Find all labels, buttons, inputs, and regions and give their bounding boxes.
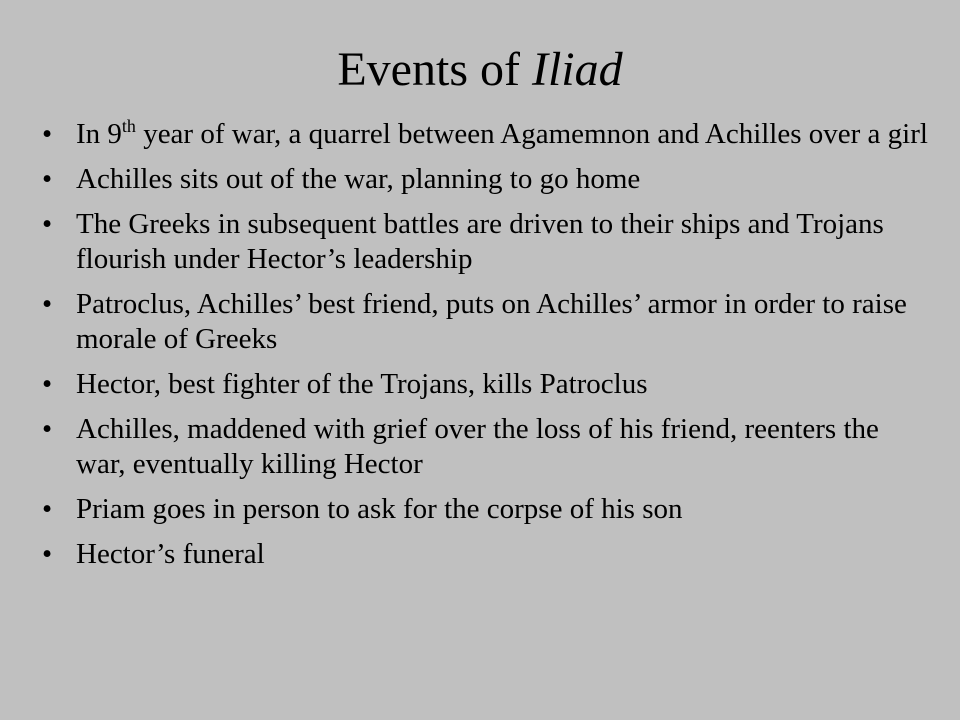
bullet-item <box>42 117 932 152</box>
bullet-item <box>42 537 932 572</box>
bullet-icon: • <box>42 118 53 150</box>
bullet-text-before: In 9 <box>76 118 122 150</box>
bullet-item <box>42 162 932 197</box>
bullet-icon: • <box>42 493 53 525</box>
bullet-icon: • <box>42 208 53 240</box>
bullet-icon: • <box>42 288 53 320</box>
bullet-text: The Greeks in subsequent battles are driven to their ships and Trojans flourish under Hector’s leadership <box>76 208 884 275</box>
bullet-item <box>42 412 932 482</box>
bullet-item <box>42 287 932 357</box>
bullet-text: Achilles sits out of the war, planning to go home <box>76 163 641 195</box>
slide-title <box>0 40 960 100</box>
bullet-item <box>42 367 932 402</box>
title-italic: Iliad <box>531 43 623 96</box>
bullet-text: Hector, best fighter of the Trojans, kills Patroclus <box>76 368 648 400</box>
bullet-icon: • <box>42 413 53 445</box>
bullet-icon: • <box>42 163 53 195</box>
bullet-item <box>42 492 932 527</box>
bullet-text: Hector’s funeral <box>76 538 265 570</box>
bullet-list <box>42 117 932 582</box>
bullet-text: Achilles, maddened with grief over the loss of his friend, reenters the war, eventually killing Hector <box>76 413 879 480</box>
bullet-text: Patroclus, Achilles’ best friend, puts on Achilles’ armor in order to raise morale of Greeks <box>76 288 907 355</box>
bullet-item <box>42 207 932 277</box>
bullet-superscript: th <box>121 116 136 136</box>
bullet-text-after: year of war, a quarrel between Agamemnon and Achilles over a girl <box>135 118 928 150</box>
title-prefix: Events of <box>337 43 532 96</box>
bullet-text: Priam goes in person to ask for the corpse of his son <box>76 493 683 525</box>
bullet-icon: • <box>42 538 53 570</box>
bullet-icon: • <box>42 368 53 400</box>
